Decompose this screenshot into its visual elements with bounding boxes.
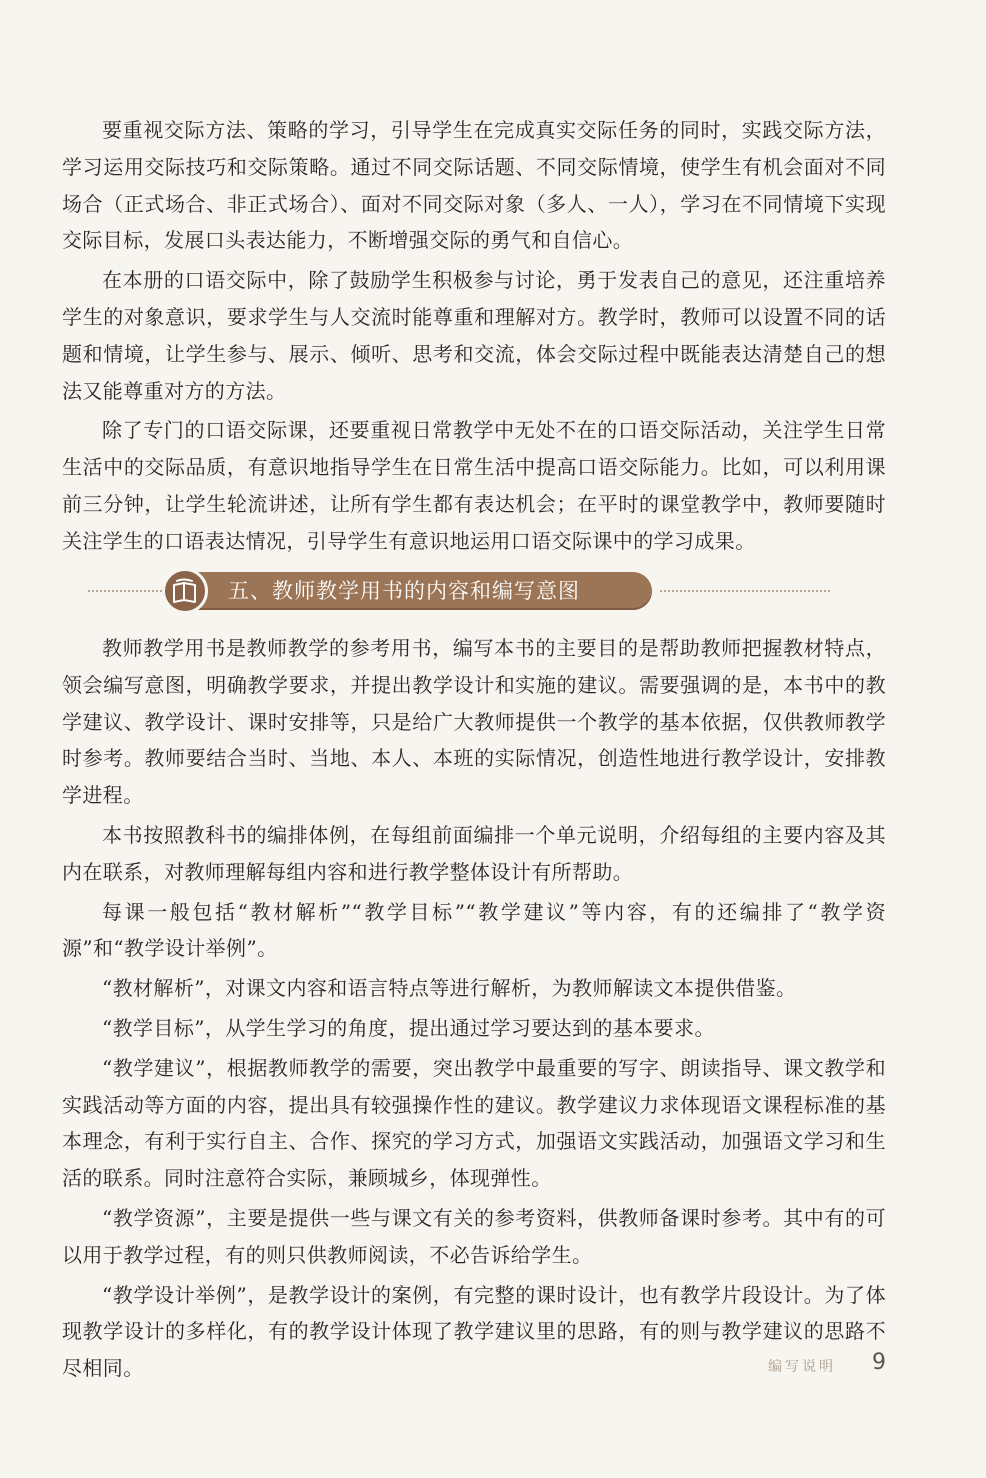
running-footer-label: 编写说明 — [768, 1359, 836, 1375]
paragraph: 本书按照教科书的编排体例，在每组前面编排一个单元说明，介绍每组的主要内容及其内在联系，对教师理解每组内容和进行教学整体设计有所帮助。 — [62, 822, 886, 884]
paragraph: 在本册的口语交际中，除了鼓励学生积极参与讨论，勇于发表自己的意见，还注重培养学生的对象意识，要求学生与人交流时能尊重和理解对方。教学时，教师可以设置不同的话题和情境，让学生参与、展示、倾听、思考和交流，体会交际过程中既能表达清楚自己的想法又能尊重对方的方法。 — [62, 268, 886, 403]
paragraph: 除了专门的口语交际课，还要重视日常教学中无处不在的口语交际活动，关注学生日常生活中的交际品质，有意识地指导学生在日常生活中提高口语交际能力。比如，可以利用课前三分钟，让学生轮流讲述，让所有学生都有表达机会；在平时的课堂教学中，教师要随时关注学生的口语表达情况，引导学生有意识地运用口语交际课中的学习成果。 — [62, 418, 886, 553]
text-section-teacher-book — [62, 630, 886, 1387]
dotted-divider-right — [660, 590, 830, 592]
paragraph: “教学目标”，从学生学习的角度，提出通过学习要达到的基本要求。 — [102, 1015, 715, 1040]
text-section-oral-communication — [62, 112, 886, 560]
section-title-banner — [162, 572, 652, 610]
book-icon — [162, 568, 208, 614]
paragraph: 教师教学用书是教师教学的参考用书，编写本书的主要目的是帮助教师把握教材特点，领会编写意图，明确教学要求，并提出教学设计和实施的建议。需要强调的是，本书中的教学建议、教学设计、课时安排等，只是给广大教师提供一个教学的基本依据，仅供教师教学时参考。教师要结合当时、当地、本人、本班的实际情况，创造性地进行教学设计，安排教学进程。 — [62, 636, 886, 808]
paragraph: 每课一般包括“教材解析”“教学目标”“教学建议”等内容，有的还编排了“教学资源”和“教学设计举例”。 — [62, 899, 886, 961]
section-title: 五、教师教学用书的内容和编写意图 — [228, 579, 580, 603]
paragraph: “教学设计举例”，是教学设计的案例，有完整的课时设计，也有教学片段设计。为了体现教学设计的多样化，有的教学设计体现了教学建议里的思路，有的则与教学建议的思路不尽相同。 — [62, 1282, 886, 1381]
paragraph: “教材解析”，对课文内容和语言特点等进行解析，为教师解读文本提供借鉴。 — [102, 976, 797, 1001]
page-number: 9 — [872, 1350, 886, 1375]
paragraph: “教学资源”，主要是提供一些与课文有关的参考资料，供教师备课时参考。其中有的可以用于教学过程，有的则只供教师阅读，不必告诉给学生。 — [62, 1205, 886, 1267]
section-header — [62, 566, 886, 616]
paragraph: 要重视交际方法、策略的学习，引导学生在完成真实交际任务的同时，实践交际方法，学习运用交际技巧和交际策略。通过不同交际话题、不同交际情境，使学生有机会面对不同场合（正式场合、非正式场合）、面对不同交际对象（多人、一人），学习在不同情境下实现交际目标，发展口头表达能力，不断增强交际的勇气和自信心。 — [62, 118, 886, 253]
page-footer — [760, 1350, 900, 1380]
paragraph: “教学建议”，根据教师教学的需要，突出教学中最重要的写字、朗读指导、课文教学和实践活动等方面的内容，提出具有较强操作性的建议。教学建议力求体现语文课程标准的基本理念，有利于实行自主、合作、探究的学习方式，加强语文实践活动，加强语文学习和生活的联系。同时注意符合实际，兼顾城乡，体现弹性。 — [62, 1055, 886, 1191]
